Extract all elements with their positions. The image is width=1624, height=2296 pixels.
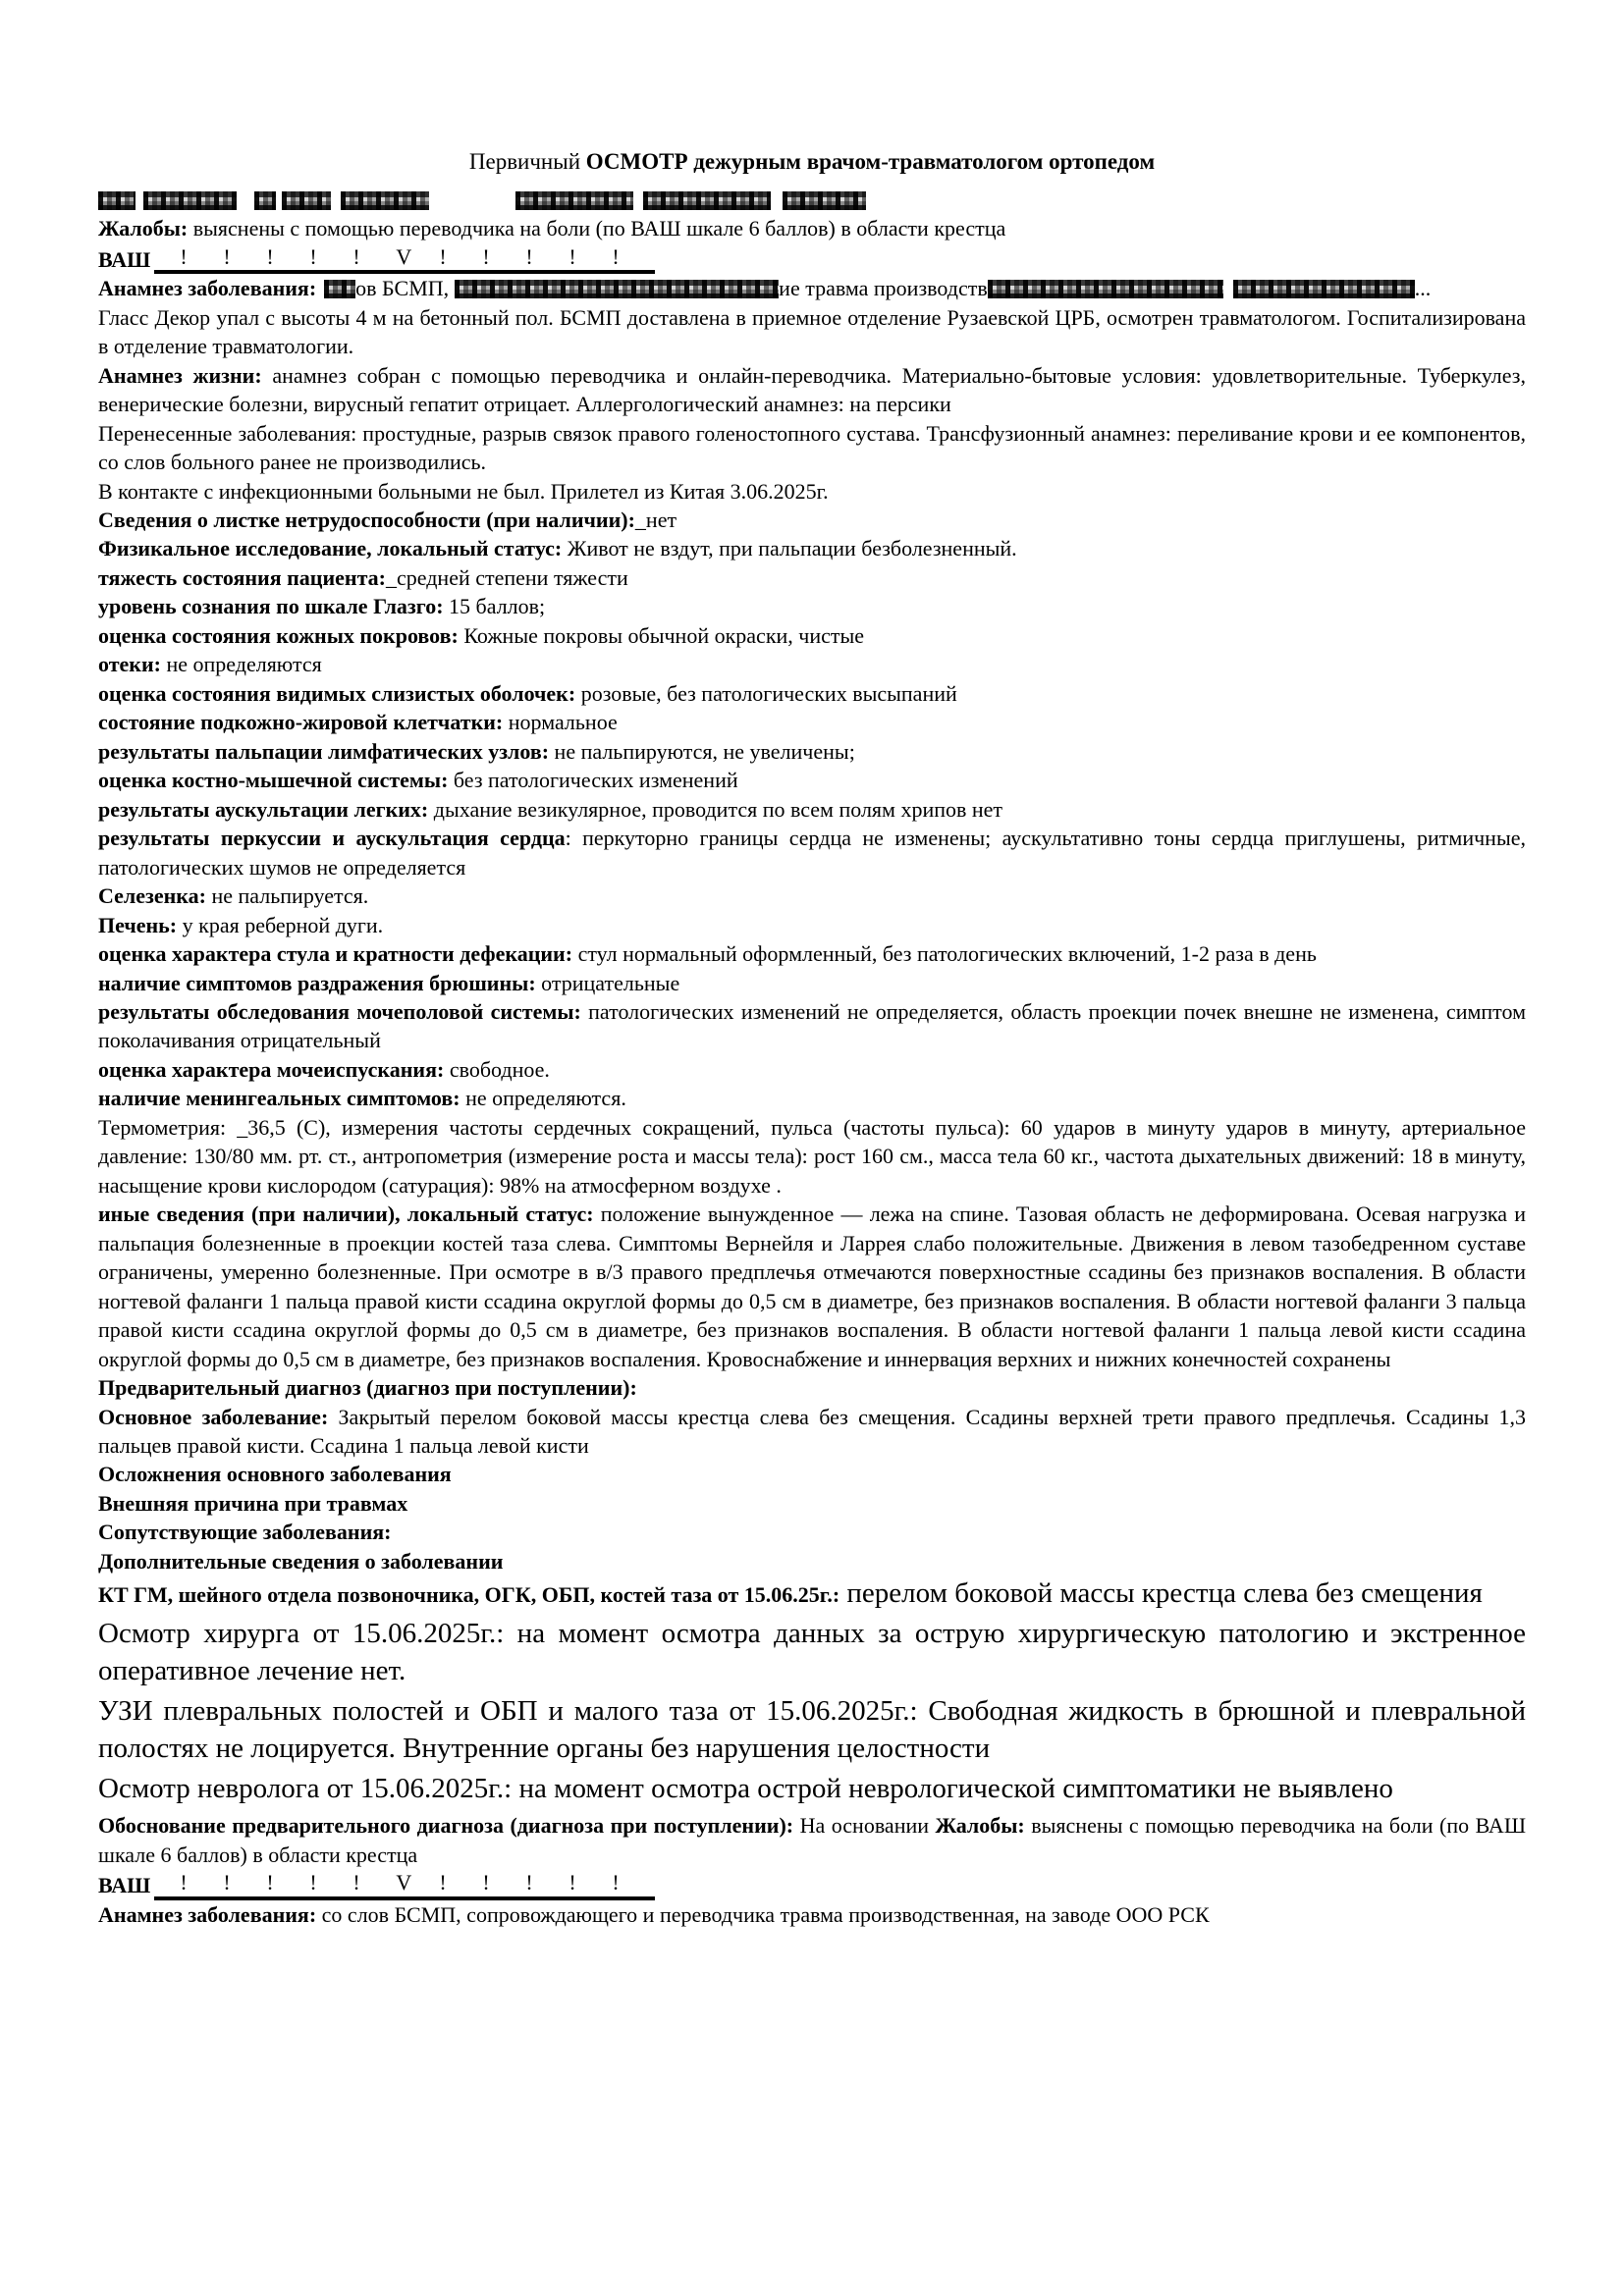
vas-tick: !: [352, 1870, 360, 1896]
field-value: не пальпируется.: [205, 883, 369, 909]
field-label: оценка характера стула и кратности дефекации:: [98, 941, 573, 967]
complaints-line: [98, 214, 1526, 242]
vas-tick: !: [180, 243, 188, 269]
concomitant-diseases-header: [98, 1518, 1526, 1546]
redaction-gap: [331, 206, 341, 207]
redacted-block: [143, 191, 237, 210]
field-value: Гласс Декор упал с высоты 4 м на бетонный пол. БСМП доставлена в приемное отделение Рузаевской ЦРБ, осмотрен травматологом. Госпитализирована в отделение травматологии.: [98, 304, 1526, 359]
additional-info-header: [98, 1547, 1526, 1575]
vas-tick: !: [352, 243, 360, 269]
field-value: розовые, без патологических высыпаний: [575, 680, 957, 706]
vas-scale-line-1: [98, 243, 1526, 275]
urination-assessment: [98, 1055, 1526, 1084]
field-label: Предварительный диагноз (диагноз при поступлении):: [98, 1375, 637, 1401]
vas-tick: !: [612, 243, 620, 269]
field-label: результаты аускультации легких:: [98, 796, 429, 822]
vas-marker: V: [396, 243, 412, 269]
field-label: ВАШ: [98, 1873, 151, 1898]
field-value: ие травма производств: [779, 276, 988, 301]
vas-tick: !: [568, 1870, 576, 1896]
redacted-block: [341, 191, 429, 210]
field-label: ВАШ: [98, 246, 151, 272]
vas-scale: [154, 243, 655, 275]
field-label: Анамнез заболевания:: [98, 1901, 317, 1927]
field-label: оценка характера мочеиспускания:: [98, 1056, 445, 1082]
field-label: Основное заболевание:: [98, 1404, 329, 1429]
field-value: выяснены с помощью переводчика на боли (по ВАШ шкале 6 баллов) в области крестца: [98, 1813, 1527, 1867]
redaction-gap: [429, 206, 515, 207]
redaction-gap: [316, 294, 324, 295]
field-label: Обоснование предварительного диагноза (диагноза при поступлении):: [98, 1813, 794, 1839]
redaction-gap: [771, 206, 783, 207]
field-value: перелом боковой массы крестца слева без смещения: [839, 1577, 1483, 1610]
urogenital-exam: [98, 997, 1526, 1055]
diagnosis-justification: [98, 1811, 1526, 1869]
vas-tick: !: [482, 1870, 490, 1896]
field-label: Физикальное исследование, локальный статус:: [98, 536, 563, 561]
field-label: ОСМОТР дежурным врачом-травматологом ортопедом: [585, 149, 1156, 174]
vas-tick: !: [309, 243, 317, 269]
neurologist-exam: [98, 1771, 1526, 1808]
ct-result: [98, 1575, 1526, 1613]
field-label: Сведения о листке нетрудоспособности (при наличии):: [98, 507, 635, 532]
field-value: На основании: [793, 1813, 936, 1839]
anamnesis-disease-continuation: [98, 303, 1526, 361]
field-value: ...: [1414, 276, 1432, 301]
field-value: патологических изменений не определяется, область проекции почек внешне не изменена, симптом поколачивания отрицательный: [98, 998, 1526, 1053]
redaction-gap: [1223, 294, 1233, 295]
stool-assessment: [98, 939, 1526, 968]
field-value: не определяются.: [460, 1086, 626, 1111]
anamnesis-life: [98, 361, 1526, 419]
field-value: стул нормальный оформленный, без патологических включений, 1-2 раза в день: [572, 941, 1317, 967]
field-label: Осложнения основного заболевания: [98, 1462, 452, 1487]
field-label: состояние подкожно-жировой клетчатки:: [98, 710, 504, 735]
vas-marker: V: [396, 1870, 412, 1896]
redacted-block: [1233, 280, 1415, 298]
physical-exam: [98, 534, 1526, 562]
field-value: : перкуторно границы сердца не изменены; аускультативно тоны сердца приглушены, ритмичные, патологических шумов не определяется: [98, 826, 1526, 880]
field-value: УЗИ плевральных полостей и ОБП и малого таза от 15.06.2025г.: Свободная жидкость в брюшной и плевральной полостях не лоцируется. Внутренние органы без нарушения целостности: [98, 1695, 1526, 1765]
redaction-gap: [237, 206, 254, 207]
field-value: Живот не вздут, при пальпации безболезненный.: [562, 536, 1017, 561]
vas-tick: !: [482, 243, 490, 269]
field-value: _нет: [634, 507, 677, 532]
field-value: Осмотр невролога от 15.06.2025г.: на момент осмотра острой неврологической симптоматики не выявлено: [98, 1773, 1393, 1805]
field-label: Дополнительные сведения о заболевании: [98, 1548, 504, 1574]
field-value: Перенесенные заболевания: простудные, разрыв связок правого голеностопного сустава. Трансфузионный анамнез: переливание крови и ее компонентов, со слов больного ранее не производились.: [98, 420, 1526, 475]
redacted-block: [455, 280, 779, 298]
field-label: оценка костно-мышечной системы:: [98, 768, 449, 793]
vas-tick: !: [439, 243, 447, 269]
field-label: оценка состояния видимых слизистых оболочек:: [98, 680, 576, 706]
field-label: отеки:: [98, 652, 161, 677]
field-label: результаты обследования мочеполовой системы:: [98, 998, 581, 1024]
field-value: анамнез собран с помощью переводчика и онлайн-переводчика. Материально-бытовые условия: удовлетворительные. Туберкулез, венерические болезни, вирусный гепатит отрицает. Аллергологический анамнез: на персики: [98, 362, 1527, 417]
field-label: КТ ГМ, шейного отдела позвоночника, ОГК, ОБП, костей таза от 15.06.25г.:: [98, 1582, 840, 1608]
field-value: Первичный: [468, 149, 586, 174]
musculoskeletal: [98, 766, 1526, 794]
redacted-block: [254, 191, 276, 210]
field-value: Закрытый перелом боковой массы крестца слева без смещения. Ссадины верхней трети правого предплечья. Ссадины 1,3 пальцев правой кисти. Ссадина 1 пальца левой кисти: [98, 1404, 1526, 1458]
anamnesis-disease-redacted: [98, 274, 1526, 302]
field-label: Анамнез заболевания:: [98, 276, 317, 301]
field-label: наличие симптомов раздражения брюшины:: [98, 970, 536, 995]
sick-leave-info: [98, 506, 1526, 534]
redacted-block: [515, 191, 633, 210]
field-label: результаты перкуссии и аускультация сердца: [98, 826, 566, 851]
field-value: не определяются: [160, 652, 322, 677]
ultrasound-result: [98, 1693, 1526, 1768]
field-value: без патологических изменений: [448, 768, 738, 793]
main-disease: [98, 1403, 1526, 1461]
vas-tick: !: [266, 243, 274, 269]
vas-tick: !: [180, 1870, 188, 1896]
vas-scale-line-2: [98, 1869, 1526, 1900]
field-value: Термометрия: _36,5 (С), измерения частоты сердечных сокращений, пульса (частоты пульса): 60 ударов в минуту ударов в минуту, артериальное давление: 130/80 мм. рт. ст., антропометрия (измерение роста и массы тела): рост 160 см., масса тела 60 кг., частота дыхательных движений: 18 в минуту, насыщение крови кислородом (сатурация): 98% на атмосферном воздухе .: [98, 1114, 1526, 1198]
vas-tick: !: [439, 1870, 447, 1896]
heart-percussion: [98, 824, 1526, 881]
redacted-block: [324, 280, 355, 298]
lung-auscultation: [98, 795, 1526, 824]
field-label: оценка состояния кожных покровов:: [98, 622, 459, 648]
field-value: свободное.: [444, 1056, 550, 1082]
field-value: 15 баллов;: [443, 594, 546, 619]
field-value: _средней степени тяжести: [385, 564, 628, 590]
glasgow-scale: [98, 592, 1526, 620]
edema: [98, 650, 1526, 678]
field-value: не пальпируются, не увеличены;: [549, 738, 855, 764]
field-value: нормальное: [503, 710, 618, 735]
field-label: Печень:: [98, 912, 178, 937]
field-label: Сопутствующие заболевания:: [98, 1520, 392, 1545]
field-value: положение вынужденное — лежа на спине. Тазовая область не деформирована. Осевая нагрузка и пальпация болезненные в проекции костей таза слева. Симптомы Вернейля и Ларрея слабо положительные. Движения в левом тазобедренном суставе ограничены, умеренно болезненные. При осмотре в в/3 правого предплечья отмечаются поверхностные ссадины без признаков воспаления. В области ногтевой фаланги 1 пальца правой кисти ссадина округлой формы до 0,5 см в диаметре, без признаков воспаления. В области ногтевой фаланги 3 пальца правой кисти ссадина округлой формы до 0,5 см в диаметре, без признаков воспаления. В области ногтевой фаланги 1 пальца левой кисти ссадина округлой формы до 0,5 см в диаметре, без признаков воспаления. Кровоснабжение и иннервация верхних и нижних конечностей сохранены: [98, 1201, 1526, 1371]
field-value: выяснены с помощью переводчика на боли (по ВАШ шкале 6 баллов) в области крестца: [188, 216, 1006, 241]
vas-tick: !: [525, 1870, 533, 1896]
field-label: Жалобы:: [935, 1813, 1025, 1839]
field-label: Анамнез жизни:: [98, 362, 262, 388]
field-label: Жалобы:: [98, 216, 189, 241]
field-value: у края реберной дуги.: [177, 912, 384, 937]
infection-contact: [98, 477, 1526, 506]
redaction-gap: [633, 206, 643, 207]
vas-tick: !: [568, 243, 576, 269]
field-label: иные сведения (при наличии), локальный статус:: [98, 1201, 594, 1227]
field-label: Селезенка:: [98, 883, 206, 909]
complications-header: [98, 1460, 1526, 1488]
surgeon-exam: [98, 1616, 1526, 1690]
field-value: со слов БСМП, сопровождающего и переводчика травма производственная, на заводе ООО РСК: [316, 1901, 1210, 1927]
doc-title: [98, 147, 1526, 178]
field-value: отрицательные: [535, 970, 680, 995]
redaction-gap: [135, 206, 143, 207]
past-diseases: [98, 419, 1526, 477]
redacted-block: [643, 191, 771, 210]
field-label: результаты пальпации лимфатических узлов:: [98, 738, 550, 764]
field-label: Внешняя причина при травмах: [98, 1490, 408, 1516]
field-label: тяжесть состояния пациента:: [98, 564, 386, 590]
redacted-block: [282, 191, 331, 210]
vas-tick: !: [612, 1870, 620, 1896]
preliminary-diagnosis-header: [98, 1373, 1526, 1402]
redacted-block: [783, 191, 866, 210]
spleen: [98, 881, 1526, 910]
vas-tick: !: [266, 1870, 274, 1896]
field-value: Кожные покровы обычной окраски, чистые: [458, 622, 865, 648]
field-value: дыхание везикулярное, проводится по всем полям хрипов нет: [428, 796, 1003, 822]
skin-assessment: [98, 621, 1526, 650]
field-value: Осмотр хирурга от 15.06.2025г.: на момент осмотра данных за острую хирургическую патологию и экстренное оперативное лечение нет.: [98, 1618, 1526, 1687]
vas-scale: [154, 1869, 655, 1900]
peritoneal-symptoms: [98, 969, 1526, 997]
field-label: уровень сознания по шкале Глазго:: [98, 594, 444, 619]
field-value: ов БСМП,: [355, 276, 450, 301]
field-value: В контакте с инфекционными больными не был. Прилетел из Китая 3.06.2025г.: [98, 478, 829, 504]
vas-tick: !: [309, 1870, 317, 1896]
vas-tick: !: [223, 243, 231, 269]
mucosa-assessment: [98, 679, 1526, 708]
external-cause-header: [98, 1489, 1526, 1518]
redacted-block: [98, 191, 135, 210]
anamnesis-disease-final: [98, 1900, 1526, 1929]
subcutaneous-tissue: [98, 708, 1526, 736]
severity: [98, 563, 1526, 592]
lymph-nodes: [98, 737, 1526, 766]
other-info-local-status: [98, 1200, 1526, 1373]
meningeal-symptoms: [98, 1084, 1526, 1112]
vas-tick: !: [223, 1870, 231, 1896]
redacted-patient-line: [98, 186, 1526, 214]
thermometry-vitals: [98, 1113, 1526, 1200]
liver: [98, 911, 1526, 939]
redacted-block: [988, 280, 1223, 298]
vas-tick: !: [525, 243, 533, 269]
field-label: наличие менингеальных симптомов:: [98, 1086, 460, 1111]
